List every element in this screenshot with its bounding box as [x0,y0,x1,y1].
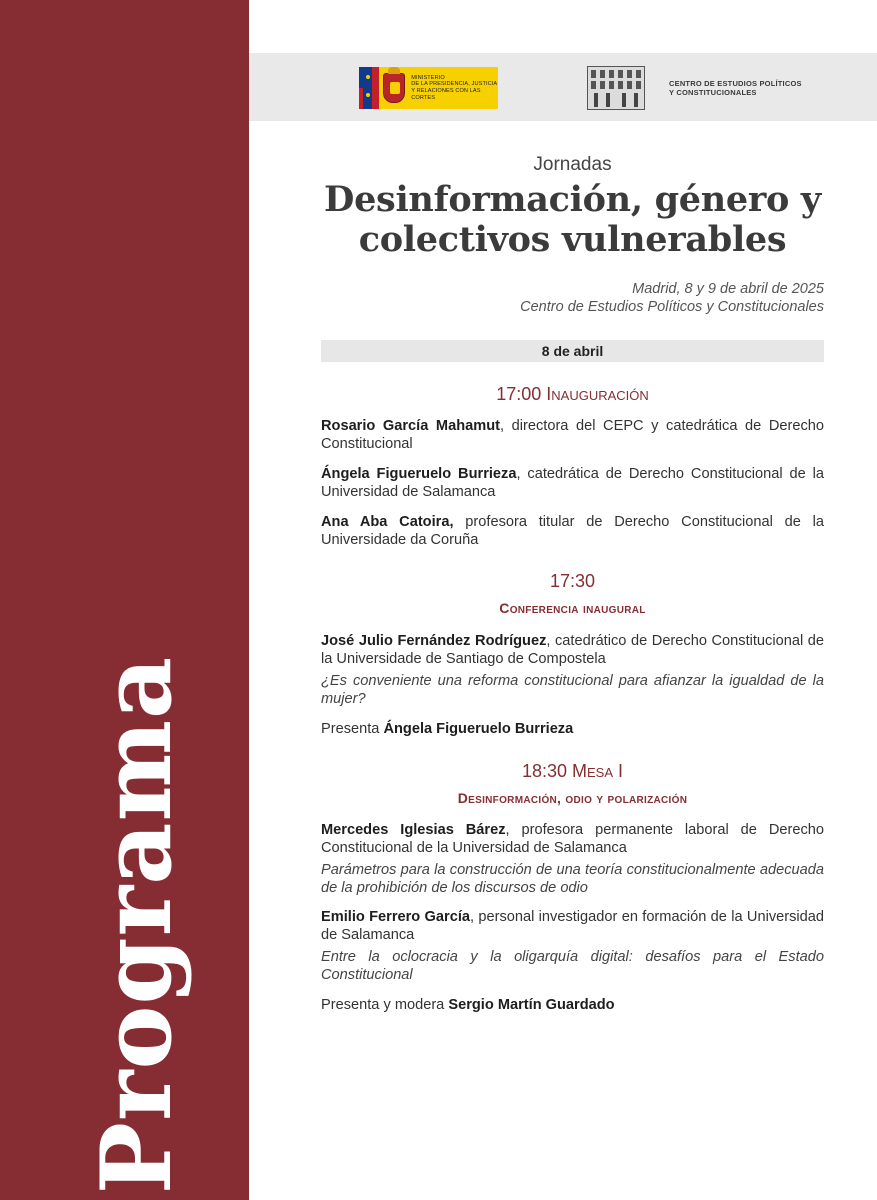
ministry-logo [359,67,498,109]
list-item: Mercedes Iglesias Bárez, profesora permanente laboral de Derecho Constitucional de la Universidad de Salamanca [321,822,825,856]
vertical-title: Programa [80,655,193,1195]
talk-title: Parámetros para la construcción de una teoría constitucionalmente adecuada de la prohibición de los discursos de odio [321,862,824,896]
session-subtitle: Conferencia inaugural [499,600,646,616]
talk-title: ¿Es conveniente una reforma constitucional para afianzar la igualdad de la mujer? [321,673,824,707]
list-item: Ángela Figueruelo Burrieza, catedrática de Derecho Constitucional de la Universidad de Salamanca [321,466,824,500]
presenter-line: Presenta Ángela Figueruelo Burrieza [321,721,574,737]
session-subtitle: Desinformación, odio y polarización [457,790,688,806]
list-item: Ana Aba Catoira, profesora titular de Derecho Constitucional de la Universidade da Coruña [321,514,825,548]
sidebar-panel [0,0,249,1200]
page-title: Desinformación, género y colectivos vulnerables [324,179,821,260]
coat-of-arms-icon [383,73,405,103]
presenter-line: Presenta y modera Sergio Martín Guardado [321,997,615,1013]
list-item: Rosario García Mahamut, directora del CEPC y catedrática de Derecho Constitucional [321,418,824,452]
list-item: Emilio Ferrero García, personal investigador en formación de la Universidad de Salamanca [321,909,824,943]
ministry-name: MINISTERIO DE LA PRESIDENCIA, JUSTICIA Y RELACIONES CON LAS CORTES [411,74,498,101]
session-heading: 17:30 [549,571,596,591]
session-heading: 18:30 Mesa I [521,761,624,781]
day-header: 8 de abril [321,340,824,362]
event-place: Madrid, 8 y 9 de abril de 2025 Centro de Estudios Políticos y Constitucionales [520,281,824,315]
talk-title: Entre la oclocracia y la oligarquía digital: desafíos para el Estado Constitucional [321,949,824,983]
session-heading: 17:00 Inauguración [496,384,649,404]
eu-stars-icon [363,67,372,109]
cepc-name: CENTRO DE ESTUDIOS POLÍTICOS Y CONSTITUCIONALES [669,79,802,97]
logo-bar [249,53,877,121]
cepc-building-icon [587,66,645,110]
event-kicker: Jornadas [533,154,612,175]
list-item: José Julio Fernández Rodríguez, catedrático de Derecho Constitucional de la Universidade de Santiago de Compostela [321,633,824,667]
